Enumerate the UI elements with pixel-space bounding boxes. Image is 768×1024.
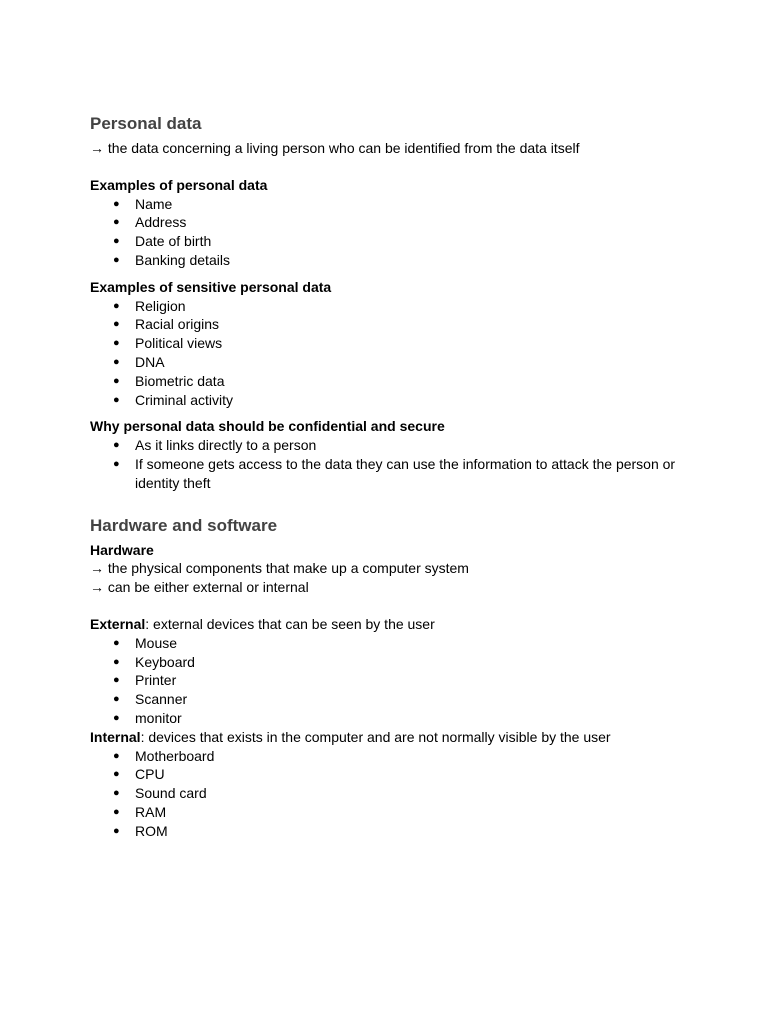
bullet-icon: ● <box>113 393 120 406</box>
bullet-icon: ● <box>113 749 120 762</box>
internal-devices-list <box>90 747 690 841</box>
examples-personal-list <box>90 195 690 270</box>
examples-sensitive-heading: Examples of sensitive personal data <box>90 278 332 295</box>
list-item: ● Political views <box>113 335 223 352</box>
list-item: ● RAM <box>113 803 167 820</box>
bullet-icon: ● <box>113 636 120 649</box>
list-item: ● Mouse <box>113 634 178 651</box>
list-item: ● Banking details <box>113 251 230 268</box>
internal-description: Internal: devices that exists in the computer and are not normally visible by the user <box>90 728 611 745</box>
list-item: ● Keyboard <box>113 653 195 670</box>
bullet-icon: ● <box>113 253 120 266</box>
list-item: ● monitor <box>113 709 182 726</box>
list-item: ● Sound card <box>113 785 207 802</box>
list-item: ● Criminal activity <box>113 391 234 408</box>
internal-label: Internal <box>90 728 141 745</box>
bullet-icon: ● <box>113 674 120 687</box>
bullet-icon: ● <box>113 787 120 800</box>
hardware-definition-2: → can be either external or internal <box>90 579 309 596</box>
why-confidential-list <box>90 436 690 492</box>
list-item: ● Date of birth <box>113 233 212 250</box>
examples-sensitive-list <box>90 297 690 410</box>
list-item: ● Address <box>113 214 187 231</box>
bullet-icon: ● <box>113 337 120 350</box>
external-devices-list <box>90 634 690 728</box>
list-item: ● CPU <box>113 766 165 783</box>
hardware-definition-1: → the physical components that make up a computer system <box>90 560 469 577</box>
bullet-icon: ● <box>113 805 120 818</box>
bullet-icon: ● <box>113 235 120 248</box>
heading-personal-data: Personal data <box>90 114 202 133</box>
bullet-icon: ● <box>113 693 120 706</box>
list-item: ● Printer <box>113 672 177 689</box>
bullet-icon: ● <box>113 439 120 452</box>
bullet-icon: ● <box>113 655 120 668</box>
bullet-icon: ● <box>113 318 120 331</box>
bullet-icon: ● <box>113 711 120 724</box>
list-item: ● Biometric data <box>113 372 225 389</box>
list-item: ● If someone gets access to the data they can use the information to attack the person or identity theft <box>113 455 676 491</box>
bullet-icon: ● <box>113 768 120 781</box>
bullet-icon: ● <box>113 374 120 387</box>
bullet-icon: ● <box>113 197 120 210</box>
list-item: ● Motherboard <box>113 747 215 764</box>
hardware-subheading: Hardware <box>90 541 154 558</box>
list-item: ● DNA <box>113 353 165 370</box>
bullet-icon: ● <box>113 355 120 368</box>
list-item: ● As it links directly to a person <box>113 437 317 454</box>
list-item: ● Name <box>113 195 173 212</box>
why-confidential-heading: Why personal data should be confidential and secure <box>90 418 445 435</box>
bullet-icon: ● <box>113 824 120 837</box>
list-item: ● Racial origins <box>113 316 220 333</box>
examples-personal-heading: Examples of personal data <box>90 176 268 193</box>
document-page <box>90 113 690 841</box>
external-label: External <box>90 615 146 632</box>
bullet-icon: ● <box>113 299 120 312</box>
heading-hardware-software: Hardware and software <box>90 515 278 535</box>
external-description: External: external devices that can be seen by the user <box>90 615 435 632</box>
bullet-icon: ● <box>113 457 120 470</box>
list-item: ● ROM <box>113 822 168 839</box>
bullet-icon: ● <box>113 216 120 229</box>
list-item: ● Scanner <box>113 691 188 708</box>
list-item: ● Religion <box>113 297 186 314</box>
personal-data-definition: → the data concerning a living person who can be identified from the data itself <box>90 140 580 156</box>
